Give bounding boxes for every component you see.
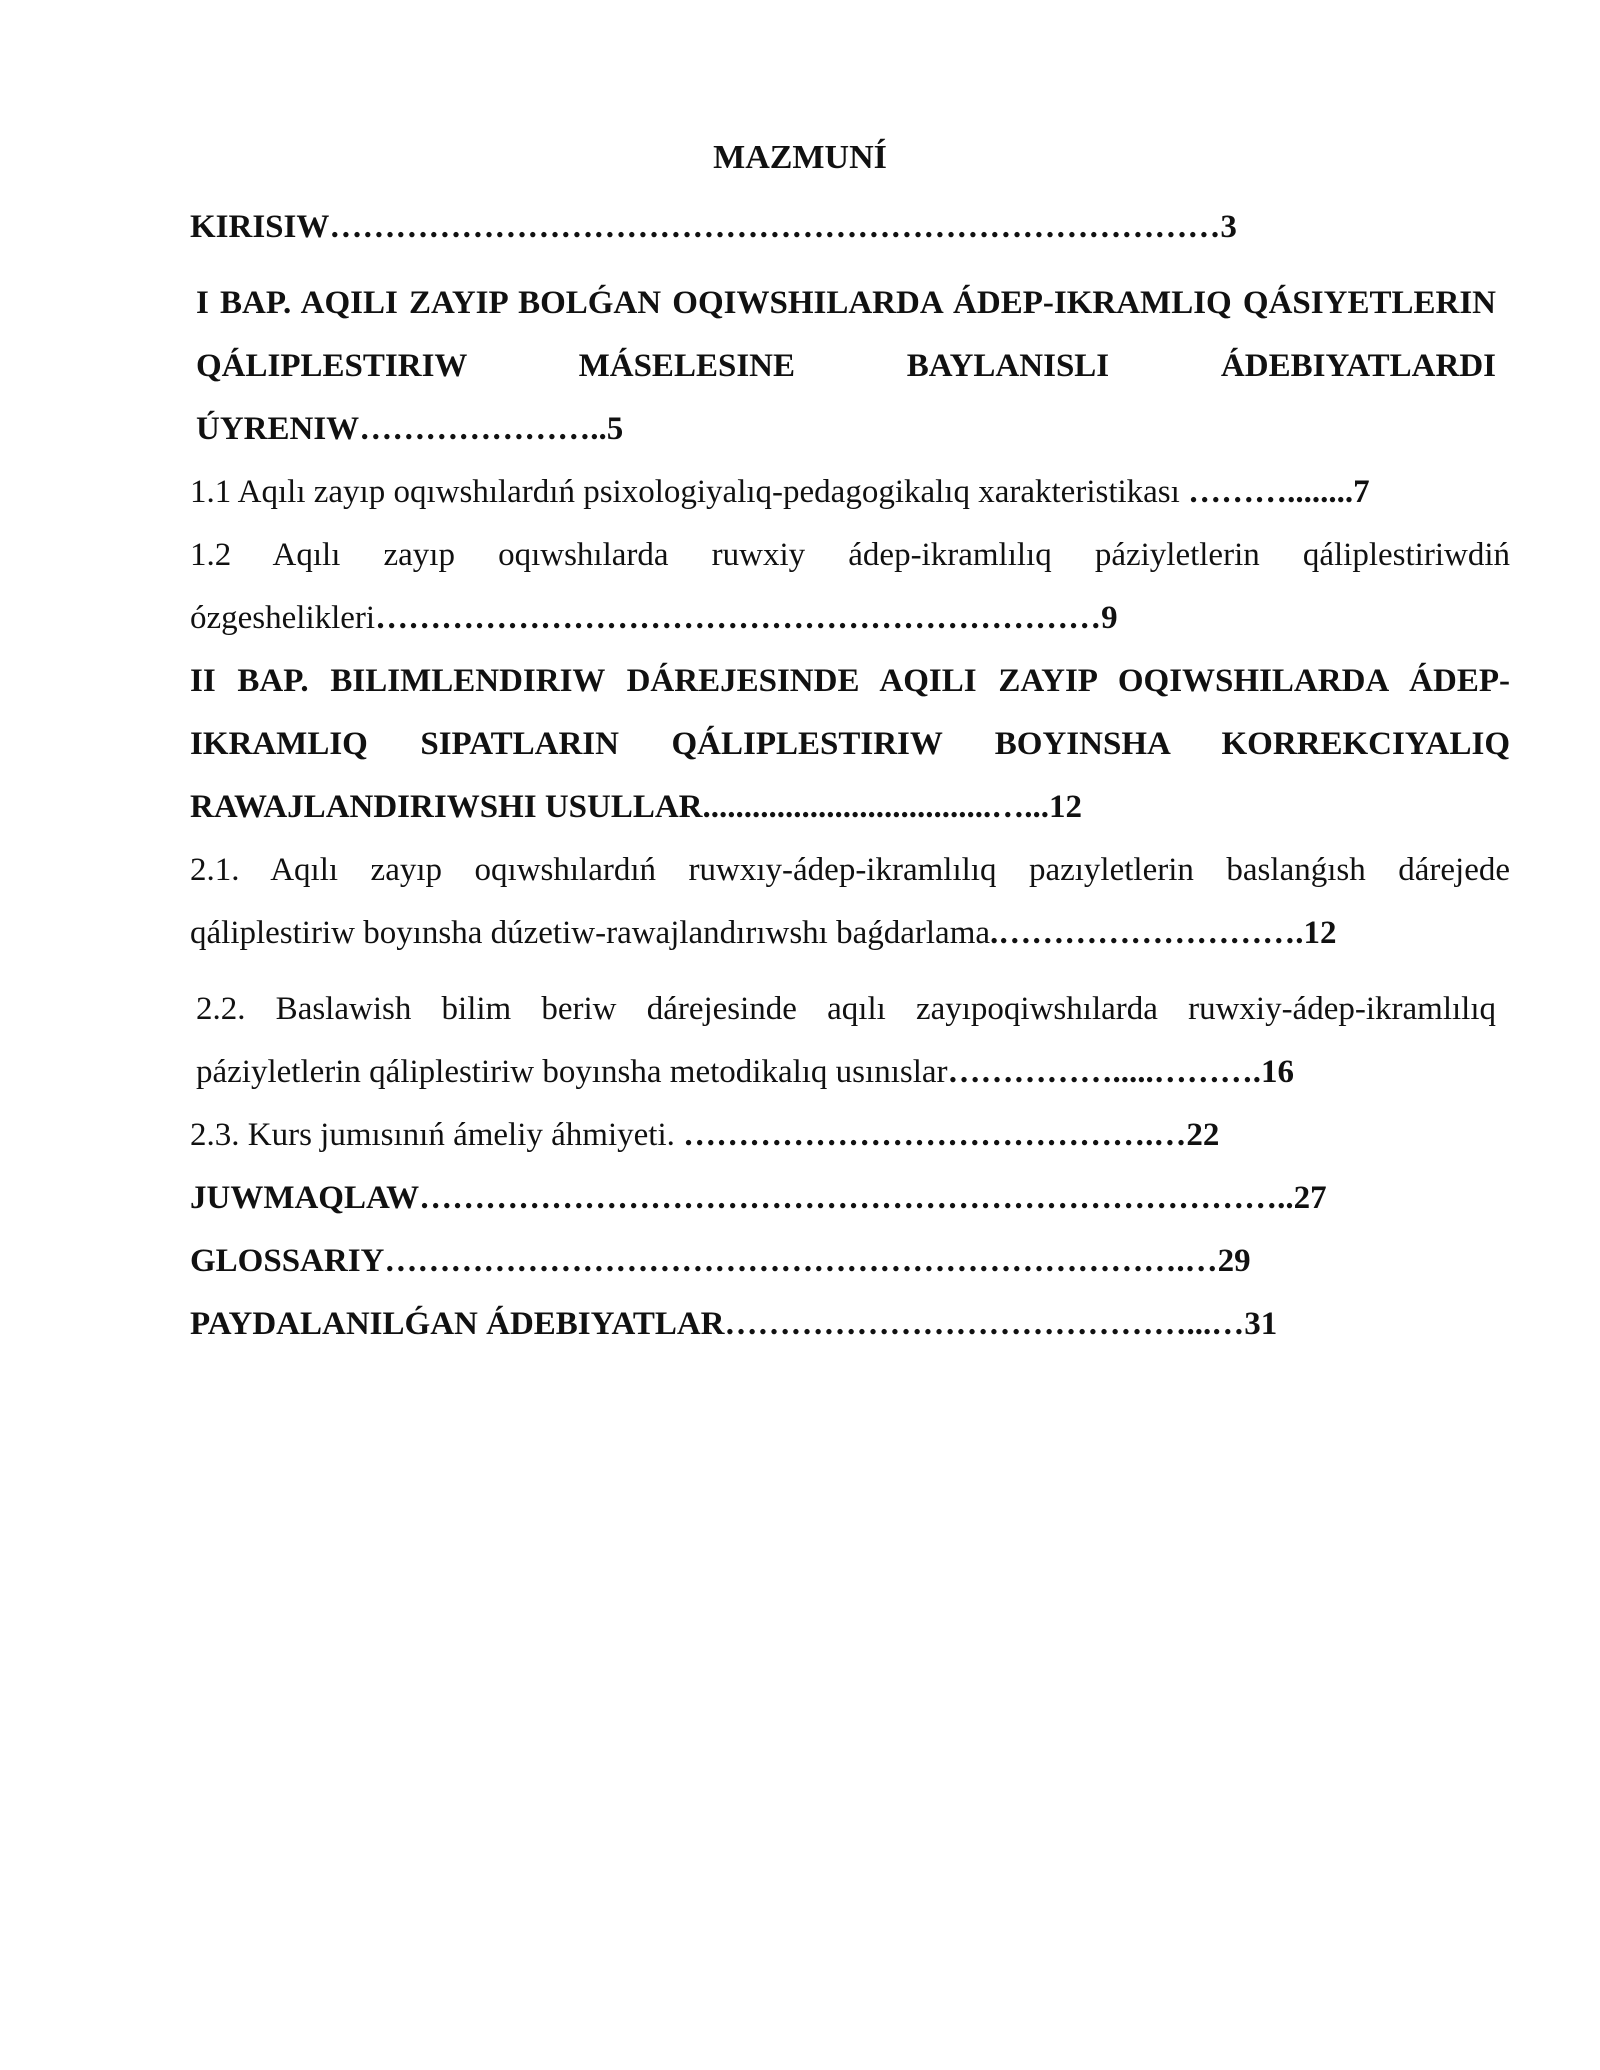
toc-page-number: 7: [1353, 474, 1370, 510]
toc-entry-references[interactable]: [190, 1293, 1510, 1356]
toc-entry-text: II BAP. BILIMLENDIRIW DÁREJESINDE AQILI ZAYIP OQIWSHILARDA ÁDEP-IKRAMLIQ SIPATLARIN QÁLIPLESTIRIW BOYINSHA KORREKCIYALIQ RAWAJLANDIRIWSHI USULLAR: [190, 663, 1510, 825]
toc-entry-section-2-3[interactable]: [190, 1104, 1510, 1167]
toc-entry-conclusion[interactable]: [190, 1167, 1510, 1230]
toc-leader-dots: ………........: [1179, 474, 1354, 510]
toc-leader-dots: ...................................…...: [702, 789, 1050, 825]
toc-leader-dots: .……………………….: [990, 915, 1304, 951]
toc-leader-dots: …………………………………….…: [683, 1117, 1187, 1153]
toc-entry-text: 1.1 Aqılı zayıp oqıwshılardıń psixologiyalıq-pedagogikalıq xarakteristikası: [190, 474, 1180, 510]
toc-entry-text: JUWMAQLAW: [190, 1180, 420, 1216]
toc-page-number: 22: [1186, 1117, 1220, 1153]
toc-page-number: 5: [606, 411, 624, 447]
toc-leader-dots: ……………………………………………………………………..: [419, 1180, 1294, 1216]
toc-entry-glossary[interactable]: [190, 1230, 1510, 1293]
page-title: MAZMUNÍ: [713, 139, 887, 176]
toc-entry-text: GLOSSARIY: [190, 1243, 385, 1279]
toc-leader-dots: ……………………………………………………………….…: [384, 1243, 1218, 1279]
toc-entry-text: 2.3. Kurs jumısınıń ámeliy áhmiyeti.: [190, 1117, 684, 1153]
toc-entry-text: 2.1. Aqılı zayıp oqıwshılardıń ruwxıy-ádep-ikramlılıq pazıyletlerin baslanǵısh dárejede qáliplestiriw boyınsha dúzetiw-rawajlandırıwshı baǵdarlama: [190, 852, 1510, 951]
toc-leader-dots: ………………………………………………………………………: [329, 209, 1221, 245]
toc-entry-section-2-2[interactable]: [190, 978, 1510, 1104]
toc-page-number: 3: [1220, 209, 1237, 245]
toc-page-number: 31: [1244, 1306, 1278, 1342]
toc-entry-introduction[interactable]: [190, 196, 1410, 259]
toc-entry-text: I BAP. AQILI ZAYIP BOLǴAN OQIWSHILARDA ÁDEP-IKRAMLIQ QÁSIYETLERIN QÁLIPLESTIRIW MÁSELESINE BAYLANISLI ÁDEBIYATLARDI ÚYRENIW: [196, 285, 1496, 447]
toc-entry-chapter-1[interactable]: [190, 272, 1510, 461]
toc-page-number: 9: [1101, 600, 1118, 636]
toc-entry-text: 2.2. Baslawish bilim beriw dárejesinde aqılı zayıpoqiwshılarda ruwxiy-ádep-ikramlılıq páziyletlerin qáliplestiriw boyınsha metodikalıq usınıslar: [196, 991, 1496, 1090]
toc-leader-dots: ……………………………………...…: [724, 1306, 1245, 1342]
toc-leader-dots: …………………………………………………………: [375, 600, 1102, 636]
toc-entry-text: 1.2 Aqılı zayıp oqıwshılarda ruwxiy ádep-ikramlılıq páziyletlerin qáliplestiriwdiń ózgeshelikleri: [190, 537, 1510, 636]
toc-entry-section-1-2[interactable]: [190, 524, 1510, 650]
toc-page-number: 27: [1293, 1180, 1327, 1216]
table-of-contents: [190, 196, 1510, 1356]
toc-entry-chapter-2[interactable]: [190, 650, 1510, 839]
toc-entry-section-1-1[interactable]: [190, 461, 1510, 524]
toc-leader-dots: …………………..: [359, 411, 607, 447]
toc-page-number: 29: [1217, 1243, 1251, 1279]
toc-page-number: 16: [1261, 1054, 1295, 1090]
toc-page-number: 12: [1049, 789, 1083, 825]
toc-leader-dots: …………….....……….: [947, 1054, 1262, 1090]
toc-entry-text: PAYDALANILǴAN ÁDEBIYATLAR: [190, 1306, 725, 1342]
toc-entry-section-2-1[interactable]: [190, 839, 1510, 965]
toc-entry-text: KIRISIW: [190, 209, 330, 245]
toc-page-number: 12: [1303, 915, 1337, 951]
